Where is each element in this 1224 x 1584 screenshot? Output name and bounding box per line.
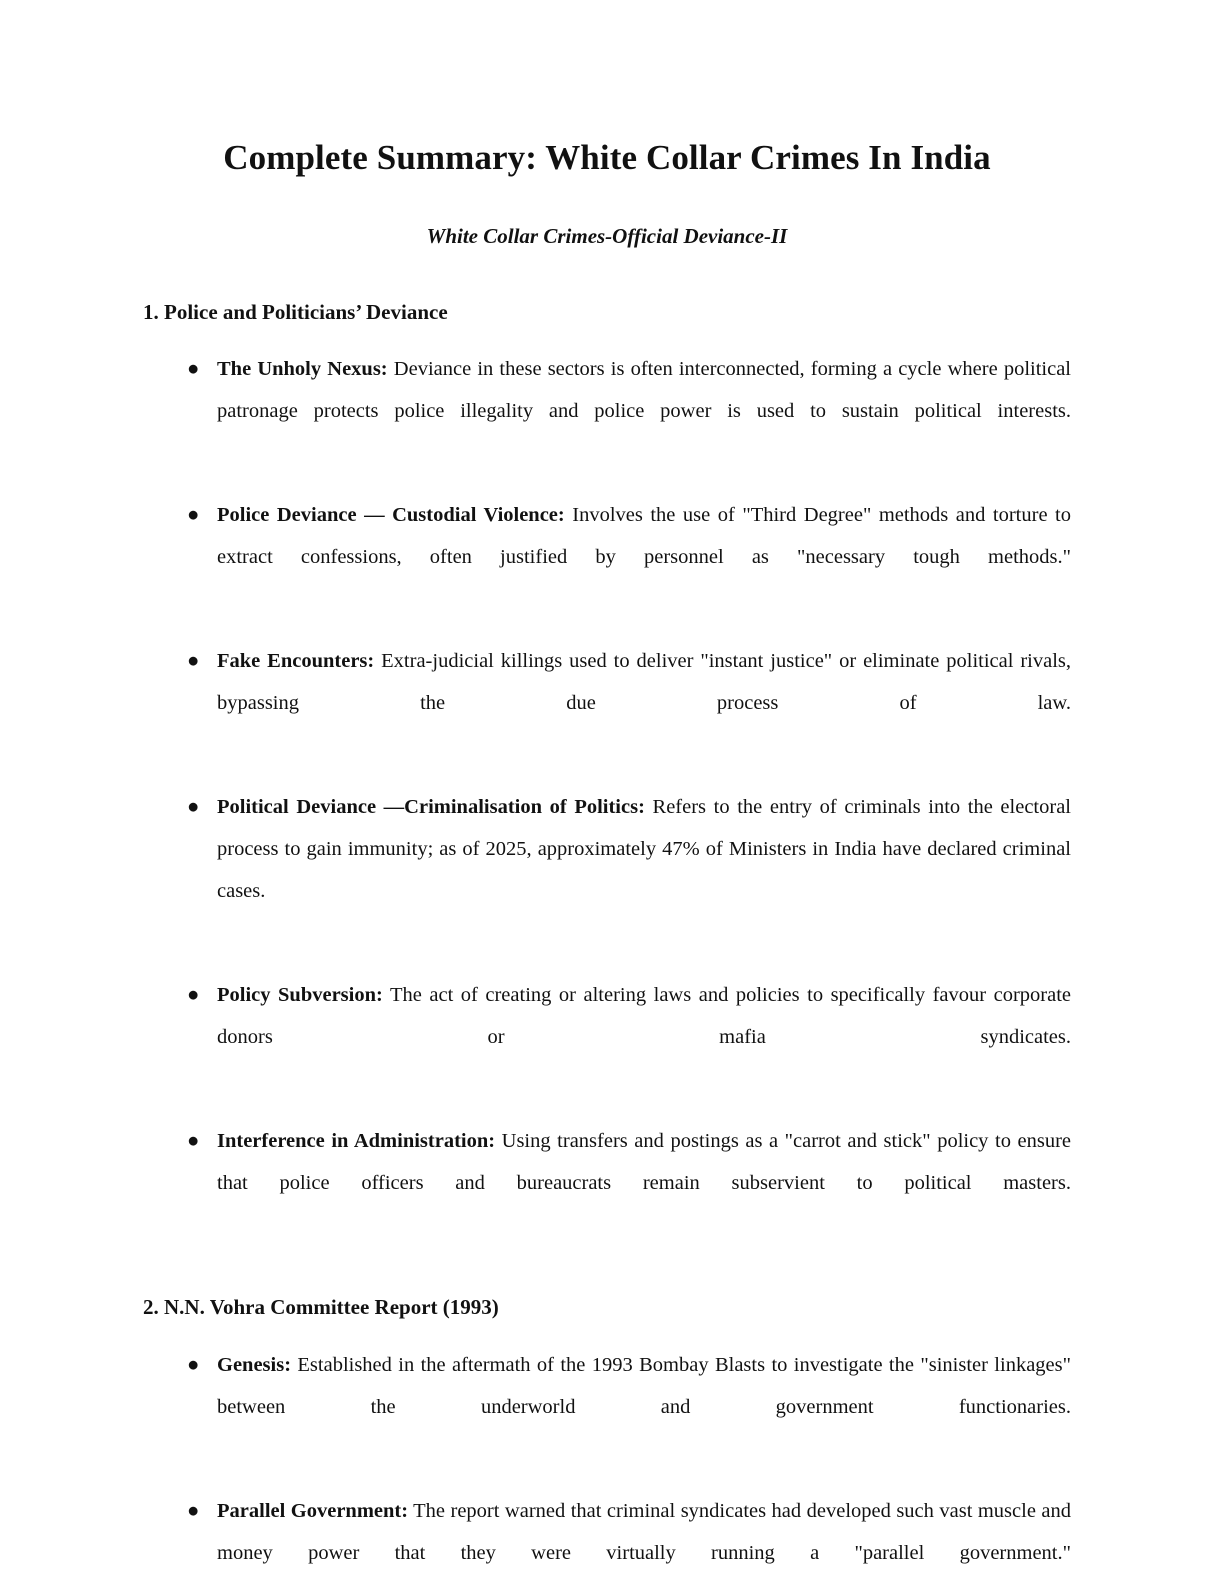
list-item-lead: Interference in Administration: [217,1130,496,1153]
page-title: Complete Summary: White Collar Crimes In India [223,138,991,177]
list-item-lead: Parallel Government: [217,1499,409,1522]
list-item-text: Extra-judicial killings used to deliver "instant justice" or eliminate political rivals, bypassing the due process of law. [217,650,1072,715]
list-item-lead: Police Deviance — Custodial Violence: [217,504,565,527]
list-item-lead: Fake Encounters: [217,650,375,673]
section-heading-1: 1. Police and Politicians’ Deviance [143,300,448,325]
bullet-icon: ● [187,1130,200,1153]
list-item-lead: Policy Subversion: [217,984,383,1007]
list-item-text: Using transfers and postings as a "carrot and stick" policy to ensure that police officers and bureaucrats remain subservient to political masters. [217,1130,1072,1195]
list-item-text: Refers to the entry of criminals into the electoral process to gain immunity; as of 2025, approximately 47% of Ministers in India have declared criminal cases. [217,796,1071,903]
list-item [143,1100,1071,1246]
page-subtitle: White Collar Crimes-Official Deviance-II [426,223,788,248]
document-content [143,0,1071,1584]
bullet-icon: ● [187,504,200,527]
bullet-icon: ● [187,796,200,819]
bullet-list-section-2 [143,1322,1071,1584]
list-item-text: The act of creating or altering laws and policies to specifically favour corporate donors or mafia syndicates. [217,984,1071,1049]
list-item [143,326,1071,474]
list-item-lead: Genesis: [217,1353,292,1376]
section-heading-2: 2. N.N. Vohra Committee Report (1993) [143,1295,499,1320]
list-item-text: Involves the use of "Third Degree" methods and torture to extract confessions, often justified by personnel as "necessary tough methods." [217,504,1071,569]
list-item [143,954,1071,1100]
list-item-text: Established in the aftermath of the 1993 Bombay Blasts to investigate the "sinister linkages" between the underworld and government functionaries. [217,1353,1071,1418]
list-item [143,620,1071,766]
bullet-icon: ● [187,1499,200,1522]
bullet-icon: ● [187,1353,200,1376]
list-item-text: The report warned that criminal syndicates had developed such vast muscle and money power that they were virtually running a "parallel government." [217,1499,1071,1564]
bullet-list-section-1 [143,326,1071,1246]
list-item [143,766,1071,954]
bullet-icon: ● [187,984,200,1007]
list-item-lead: Political Deviance —Criminalisation of Politics: [217,796,645,819]
list-item-lead: The Unholy Nexus: [217,358,388,381]
list-item [143,1470,1071,1584]
list-item [143,474,1071,620]
list-item [143,1322,1071,1470]
bullet-icon: ● [187,650,200,673]
list-item-text: Deviance in these sectors is often interconnected, forming a cycle where political patronage protects police illegality and police power is used to sustain political interests. [217,358,1071,423]
bullet-icon: ● [187,358,200,381]
